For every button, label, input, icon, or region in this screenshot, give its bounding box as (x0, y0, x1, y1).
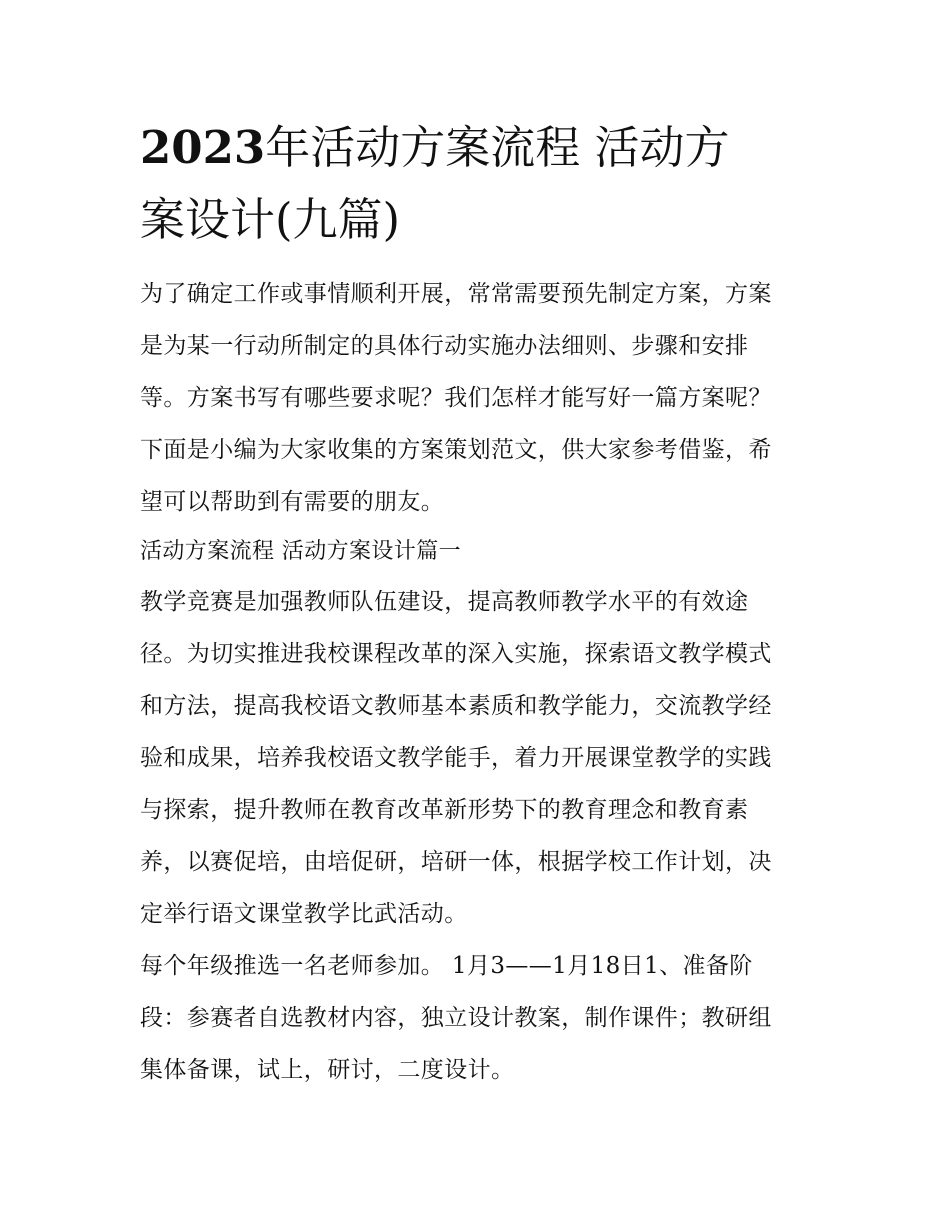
body-paragraph-1 (140, 576, 820, 940)
body-line: 和方法，提高我校语文教师基本素质和教学能力，交流教学经 (140, 693, 772, 719)
section-heading (140, 528, 820, 576)
intro-line: 望可以帮助到有需要的朋友。 (140, 489, 445, 515)
intro-paragraph (140, 268, 820, 528)
document-content (140, 112, 820, 1096)
body-line: 养，以赛促培，由培促研，培研一体，根据学校工作计划，决 (140, 849, 772, 875)
body-line: 每个年级推选一名老师参加。 1月3——1月18日1、准备阶 (140, 953, 753, 979)
intro-line: 为了确定工作或事情顺利开展，常常需要预先制定方案，方案 (140, 281, 772, 307)
body-line: 径。为切实推进我校课程改革的深入实施，探索语文教学模式 (140, 641, 772, 667)
body-line: 验和成果，培养我校语文教学能手，着力开展课堂教学的实践 (140, 745, 772, 771)
title-line-1-text: 年活动方案流程 活动方 (265, 121, 730, 174)
intro-line: 下面是小编为大家收集的方案策划范文，供大家参考借鉴，希 (140, 437, 772, 463)
body-paragraph-2 (140, 940, 820, 1096)
body-line: 段：参赛者自选教材内容，独立设计教案，制作课件；教研组 (140, 1005, 772, 1031)
section-heading-text: 活动方案流程 活动方案设计篇一 (140, 539, 461, 564)
title-year: 2023 (140, 121, 266, 174)
body-line: 教学竞赛是加强教师队伍建设，提高教师教学水平的有效途 (140, 589, 749, 615)
title-line-1 (140, 112, 820, 184)
document-title (140, 112, 820, 256)
body-line: 定举行语文课堂教学比武活动。 (140, 901, 468, 927)
title-line-2: 案设计(九篇) (140, 193, 401, 246)
title-spacer (140, 256, 820, 268)
body-line: 与探索，提升教师在教育改革新形势下的教育理念和教育素 (140, 797, 749, 823)
intro-line: 等。方案书写有哪些要求呢？我们怎样才能写好一篇方案呢？ (140, 385, 772, 411)
intro-line: 是为某一行动所制定的具体行动实施办法细则、步骤和安排 (140, 333, 749, 359)
body-line: 集体备课，试上，研讨，二度设计。 (140, 1057, 515, 1083)
